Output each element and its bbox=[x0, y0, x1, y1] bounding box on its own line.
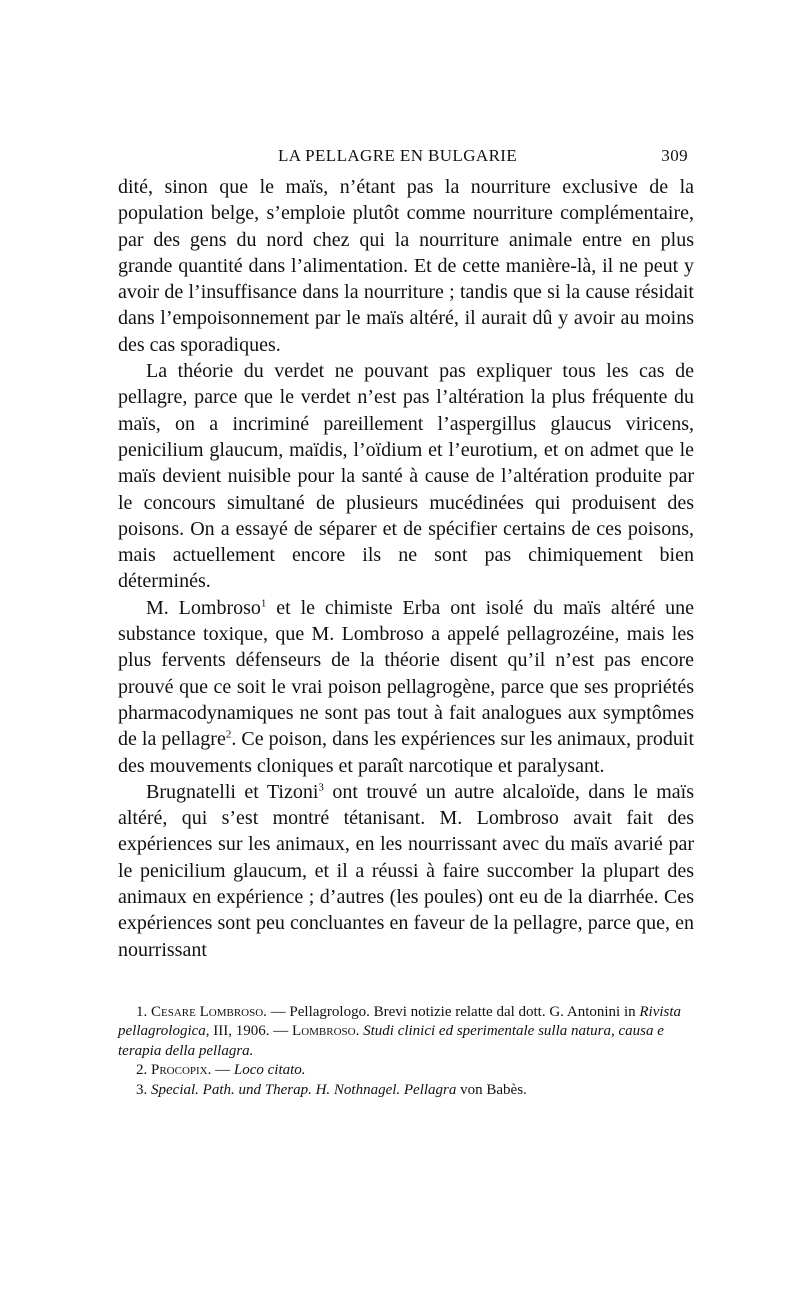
footnote-2-text: — bbox=[211, 1062, 234, 1079]
footnote-1 bbox=[118, 1003, 694, 1062]
running-title: LA PELLAGRE EN BULGARIE bbox=[278, 146, 518, 165]
footnote-1-author-2: Lombroso. bbox=[292, 1023, 360, 1040]
running-header bbox=[118, 140, 694, 174]
footnote-3-text: von Babès. bbox=[456, 1081, 527, 1098]
paragraph-3-part-b: et le chimiste Erba ont isolé du maïs altéré une substance toxique, que M. Lombroso a appelé pellagrozéine, mais les plus fervents défenseurs de la théorie disent qu’il n’est pas encore prouvé que ce soit le vrai poison pellagrogène, parce que ses propriétés pharmacodynamiques ne sont pas tout à fait analogues aux symptômes de la pellagre bbox=[118, 596, 694, 751]
paragraph-3-part-c: . Ce poison, dans les expériences sur les animaux, produit des mouvements cloniques et paraît narcotique et paralysant. bbox=[118, 728, 694, 777]
page bbox=[118, 140, 694, 1100]
footnote-2-number: 2. bbox=[136, 1062, 151, 1079]
footnote-2-location: Loco citato. bbox=[233, 1062, 306, 1079]
footnote-1-text-2: , III, 1906. — bbox=[205, 1023, 293, 1040]
footnote-ref-3: 3 bbox=[318, 781, 324, 794]
footnote-3-number: 3. bbox=[136, 1081, 151, 1098]
footnote-2-author: Procopix. bbox=[151, 1062, 212, 1079]
paragraph-4-part-a: Brugnatelli et Tizoni bbox=[146, 780, 319, 803]
footnote-ref-1: 1 bbox=[260, 597, 267, 610]
body-text bbox=[118, 174, 694, 963]
footnote-ref-2: 2 bbox=[225, 728, 232, 741]
footnotes bbox=[118, 1003, 694, 1101]
footnote-1-title-2: Studi clinici ed sperimentale sulla natura, causa e terapia della pellagra. bbox=[118, 1023, 664, 1059]
paragraph-2: La théorie du verdet ne pouvant pas expliquer tous les cas de pellagre, parce que le verdet n’est pas l’altération la plus fréquente du maïs, on a incriminé pareillement l’aspergillus glaucus viricens, penicilium glaucum, maïdis, l’oïdium et l’eurotium, et on admet que le maïs devient nuisible pour la santé à cause de l’altération produite par le concours simultané de plusieurs mucédinées qui produisent des poisons. On a essayé de séparer et de spécifier certains de ces poisons, mais actuellement encore ils ne sont pas chimiquement bien déterminés. bbox=[118, 360, 694, 593]
footnote-3 bbox=[118, 1081, 694, 1101]
paragraph-3 bbox=[118, 595, 694, 779]
page-number: 309 bbox=[661, 146, 688, 165]
paragraph-4 bbox=[118, 779, 694, 963]
footnote-1-journal: Rivista pellagrologica bbox=[118, 1003, 682, 1040]
paragraph-4-part-b: ont trouvé un autre alcaloïde, dans le maïs altéré, qui s’est montré tétanisant. M. Lombroso avait fait des expériences sur les animaux, en les nourrissant avec du maïs avarié par le penicilium glaucum, et il a réussi à faire succomber la plupart des animaux en expérience ; d’autres (les poules) ont eu de la diarrhée. Ces expériences sont peu concluantes en faveur de la pellagre, parce que, en nourrissant bbox=[118, 780, 695, 961]
footnote-1-text: — Pellagrologo. Brevi notizie relatte dal dott. G. Antonini in bbox=[266, 1003, 640, 1020]
footnote-1-number: 1. bbox=[136, 1003, 151, 1020]
paragraph-1: dité, sinon que le maïs, n’étant pas la nourriture exclusive de la population belge, s’emploie plutôt comme nourriture complémentaire, par des gens du nord chez qui la nourriture animale entre en plus grande quantité dans l’alimentation. Et de cette manière-là, il ne peut y avoir de l’insuffisance dans la nourriture ; tandis que si la cause résidait dans l’empoisonnement par le maïs altéré, il aurait dû y avoir au moins des cas sporadiques. bbox=[118, 176, 694, 356]
footnote-2 bbox=[118, 1061, 694, 1081]
footnote-3-title: Special. Path. und Therap. H. Nothnagel. Pellagra bbox=[151, 1081, 457, 1098]
footnote-1-author: Cesare Lombroso. bbox=[151, 1003, 267, 1020]
paragraph-3-part-a: M. Lombroso bbox=[146, 596, 261, 619]
